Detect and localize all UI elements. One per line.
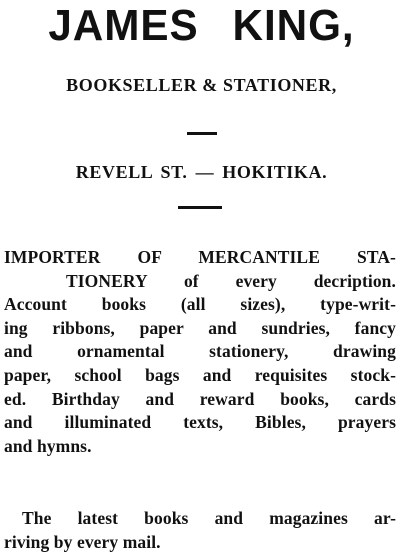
shop-address: REVELL ST. — HOKITIKA. [75,162,328,182]
advert-line: and hymns. [4,435,92,456]
advert-line: riving by every mail. [4,531,161,552]
advert-line: The latest books and magazines ar- [22,508,396,528]
advert-paragraph-latest-books [4,507,396,552]
advert-line: paper, school bags and requisites stock- [4,364,396,385]
trade-title: BOOKSELLER & STATIONER, [66,75,337,95]
advert-line: and illuminated texts, Bibles, prayers [4,412,396,433]
divider-rule-bottom [178,206,222,209]
advert-paragraph-importer [4,246,396,458]
advert-line: IMPORTER OF MERCANTILE STA- [4,247,396,267]
advert-line: and ornamental stationery, drawing [4,341,396,362]
advert-line: TIONERY of every decription. [66,270,396,291]
advertiser-name: JAMES KING, [48,1,355,50]
advert-line: ing ribbons, paper and sundries, fancy [4,317,396,338]
advert-line: Account books (all sizes), type-writ- [4,294,396,315]
divider-rule-top [187,132,217,135]
advert-line: ed. Birthday and reward books, cards [4,388,396,409]
